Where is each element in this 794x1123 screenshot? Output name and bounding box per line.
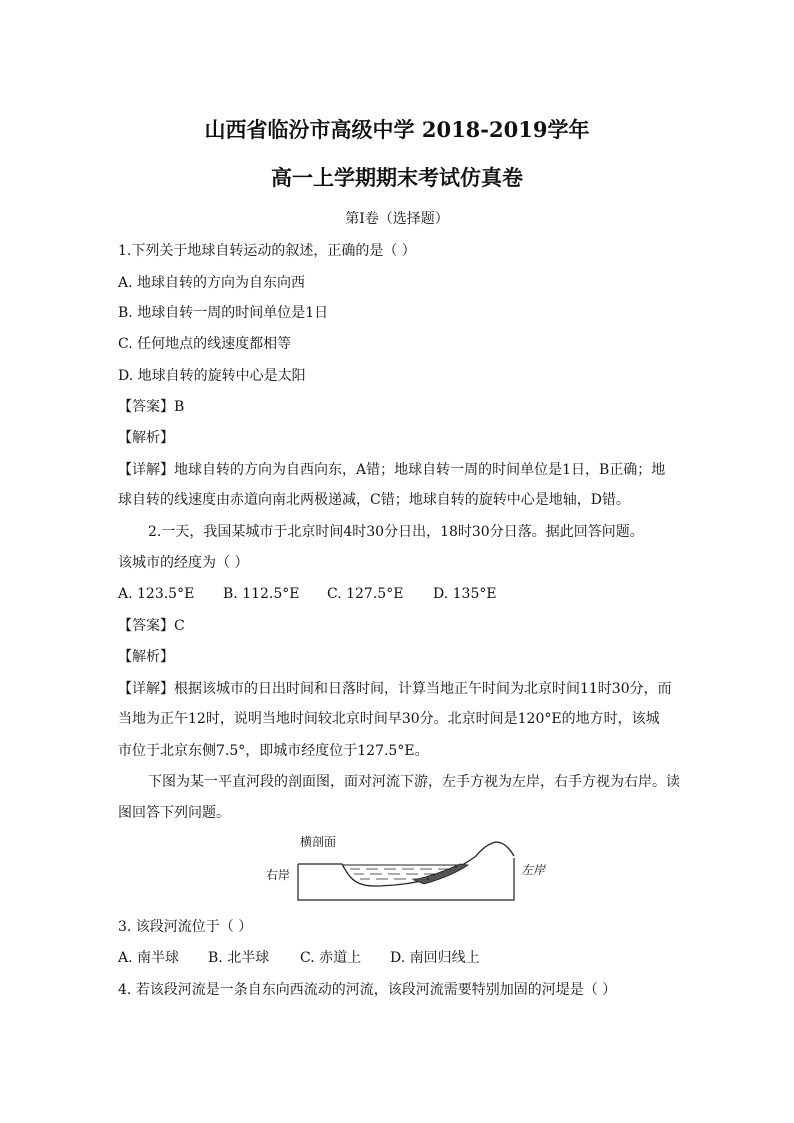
- title-line-1: 山西省临汾市高级中学 2018-2019学年: [204, 117, 590, 142]
- q3-option-b: B. 北半球: [208, 950, 270, 966]
- title-line-2: 高一上学期期末考试仿真卷: [271, 165, 523, 190]
- figure-label-right-bank: 右岸: [266, 868, 291, 882]
- passage-line-1: 下图为某一平直河段的剖面图，面对河流下游，左手方视为左岸，右手方视为右岸。读: [148, 774, 680, 790]
- q1-option-a: A. 地球自转的方向为自东向西: [118, 275, 306, 291]
- figure-label-cross-section: 横剖面: [300, 835, 337, 849]
- q2-option-a: A. 123.5°E: [118, 586, 195, 602]
- q1-stem: 1.下列关于地球自转运动的叙述，正确的是（ ）: [118, 243, 416, 259]
- q1-option-c: C. 任何地点的线速度都相等: [118, 336, 292, 352]
- q2-option-d: D. 135°E: [433, 586, 497, 602]
- q1-option-d: D. 地球自转的旋转中心是太阳: [118, 368, 306, 384]
- q3-option-d: D. 南回归线上: [390, 950, 480, 966]
- q2-detail-line-3: 市位于北京东侧7.5°，即城市经度位于127.5°E。: [118, 743, 429, 759]
- q1-answer: 【答案】B: [118, 399, 185, 415]
- q4-stem: 4. 若该段河流是一条自东向西流动的河流，该段河流需要特别加固的河堤是（ ）: [118, 982, 617, 998]
- q1-detail-line-2: 球自转的线速度由赤道向南北两极递减，C错；地球自转的旋转中心是地轴，D错。: [118, 492, 630, 508]
- q3-options: [118, 948, 480, 968]
- q2-detail-line-2: 当地为正午12时，说明当地时间较北京时间早30分。北京时间是120°E的地方时，该城: [118, 711, 660, 727]
- q1-detail-line-1: 【详解】地球自转的方向为自西向东，A错；地球自转一周的时间单位是1日，B正确；地: [118, 462, 666, 478]
- passage-line-2: 图回答下列问题。: [118, 805, 230, 821]
- q2-analysis-heading: 【解析】: [118, 649, 174, 665]
- sediment-deposit: [414, 864, 468, 884]
- q1-option-b: B. 地球自转一周的时间单位是1日: [118, 305, 329, 321]
- q2-stem-line-1: 2.一天，我国某城市于北京时间4时30分日出，18时30分日落。据此回答问题。: [148, 524, 644, 540]
- q2-stem-line-2: 该城市的经度为（ ）: [118, 555, 249, 571]
- q2-option-b: B. 112.5°E: [223, 586, 300, 602]
- figure-label-left-bank: 左岸: [521, 863, 546, 877]
- q2-answer: 【答案】C: [118, 618, 185, 634]
- q3-option-c: C. 赤道上: [300, 950, 362, 966]
- q2-option-c: C. 127.5°E: [327, 586, 404, 602]
- q2-options: [118, 584, 497, 604]
- q2-detail-line-1: 【详解】根据该城市的日出时间和日落时间，计算当地正午时间为北京时间11时30分，而: [118, 681, 672, 697]
- q1-analysis-heading: 【解析】: [118, 430, 174, 446]
- q3-stem: 3. 该段河流位于（ ）: [118, 919, 253, 935]
- river-cross-section-figure: [264, 834, 518, 904]
- section-title: 第Ⅰ卷（选择题）: [345, 211, 449, 227]
- q3-option-a: A. 南半球: [118, 950, 180, 966]
